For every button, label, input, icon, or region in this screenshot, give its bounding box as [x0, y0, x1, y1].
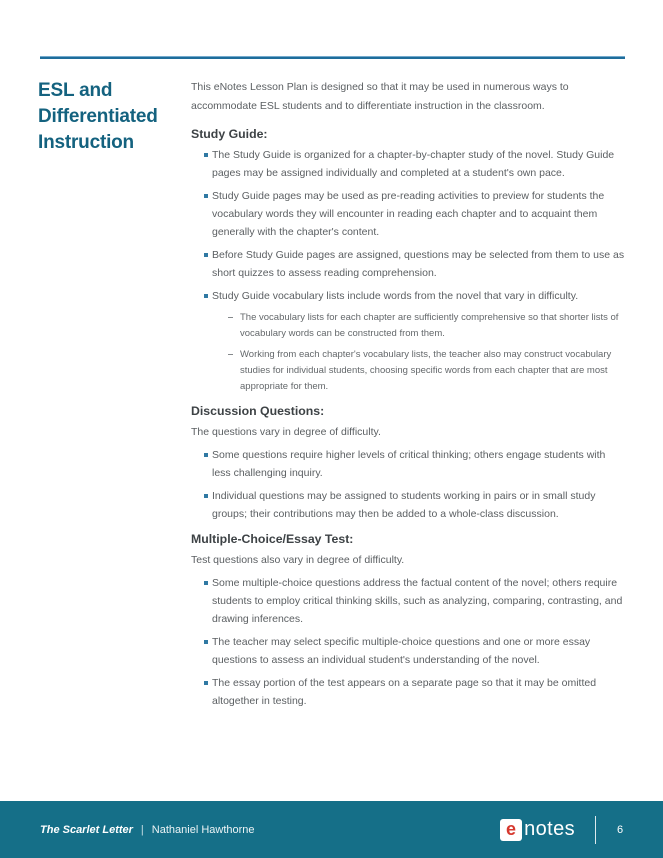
bullet-text: Some multiple-choice questions address the factual content of the novel; others require students to employ critical thinking skills, such as analyzing, comparing, contrasting, and drawing inferences.: [212, 577, 623, 625]
footer-vertical-divider: [595, 816, 596, 844]
bullet-icon: [204, 194, 208, 198]
enotes-logo: [500, 818, 575, 841]
bullet-icon: [204, 253, 208, 257]
list-item: [191, 674, 625, 710]
bullet-text: The Study Guide is organized for a chapter-by-chapter study of the novel. Study Guide pages may be assigned individually and completed at a student's own pace.: [212, 149, 615, 179]
bullet-text: The teacher may select specific multiple-choice questions and one or more essay questions to assess an individual student's understanding of the novel.: [212, 636, 591, 666]
author-name: Nathaniel Hawthorne: [151, 823, 255, 836]
bullet-icon: [204, 294, 208, 298]
sub-list-item: [228, 310, 625, 342]
list-item: [191, 146, 625, 182]
footer-separator: |: [140, 823, 144, 836]
bullet-icon: [204, 681, 208, 685]
list-item: [191, 446, 625, 482]
section-lead: Test questions also vary in degree of difficulty.: [191, 554, 405, 566]
bullet-text: Some questions require higher levels of critical thinking; others engage students with less challenging inquiry.: [212, 449, 606, 479]
list-item: [191, 246, 625, 282]
list-item: [191, 487, 625, 523]
bullet-text: Study Guide vocabulary lists include words from the novel that vary in difficulty.: [212, 290, 579, 302]
sub-bullet-text: The vocabulary lists for each chapter are sufficiently comprehensive so that shorter lists of vocabulary words can be constructed from them.: [240, 312, 619, 339]
dash-icon: [228, 354, 233, 355]
list-item: [191, 287, 625, 395]
bullet-list: [191, 574, 625, 710]
sub-list: [228, 310, 625, 395]
top-rule-divider: [40, 56, 625, 59]
sub-list-item: [228, 347, 625, 395]
list-item: [191, 574, 625, 628]
section-heading: Study Guide:: [191, 127, 268, 141]
bullet-list: [191, 446, 625, 523]
bullet-list: [191, 146, 625, 395]
footer-bar: [0, 801, 663, 858]
content-column: [191, 78, 625, 715]
bullet-icon: [204, 153, 208, 157]
list-item: [191, 633, 625, 669]
sections: [191, 127, 625, 710]
book-title: The Scarlet Letter: [40, 823, 133, 836]
bullet-text: Before Study Guide pages are assigned, questions may be selected from them to use as short quizzes to assess reading comprehension.: [212, 249, 625, 279]
bullet-icon: [204, 640, 208, 644]
bullet-text: The essay portion of the test appears on a separate page so that it may be omitted altogether in testing.: [212, 677, 597, 707]
page-body: [38, 78, 625, 715]
intro-paragraph: This eNotes Lesson Plan is designed so that it may be used in numerous ways to accommodate ESL students and to differentiate instruction in the classroom.: [191, 81, 569, 112]
bullet-text: Study Guide pages may be used as pre-reading activities to preview for students the vocabulary words they will encounter in reading each chapter and to acquaint them generally with the chapter's content.: [212, 190, 605, 238]
section-heading: Discussion Questions:: [191, 404, 325, 418]
enotes-e-badge-icon: e: [500, 819, 522, 841]
enotes-logo-text: notes: [524, 818, 575, 840]
bullet-icon: [204, 453, 208, 457]
bullet-icon: [204, 494, 208, 498]
dash-icon: [228, 317, 233, 318]
section-heading: Multiple-Choice/Essay Test:: [191, 532, 354, 546]
bullet-icon: [204, 581, 208, 585]
sub-bullet-text: Working from each chapter's vocabulary lists, the teacher also may construct vocabulary studies for individual students, choosing specific words from each chapter that are most appropriate for them.: [240, 349, 612, 392]
page-title: ESL and Differentiated Instruction: [38, 80, 158, 153]
bullet-text: Individual questions may be assigned to students working in pairs or in small study groups; their contributions may then be added to a whole-class discussion.: [212, 490, 596, 520]
footer-right: [500, 801, 625, 858]
page-number: 6: [616, 823, 624, 836]
list-item: [191, 187, 625, 241]
footer-left: [40, 801, 255, 858]
section-lead: The questions vary in degree of difficulty.: [191, 426, 381, 438]
title-column: [38, 78, 191, 715]
